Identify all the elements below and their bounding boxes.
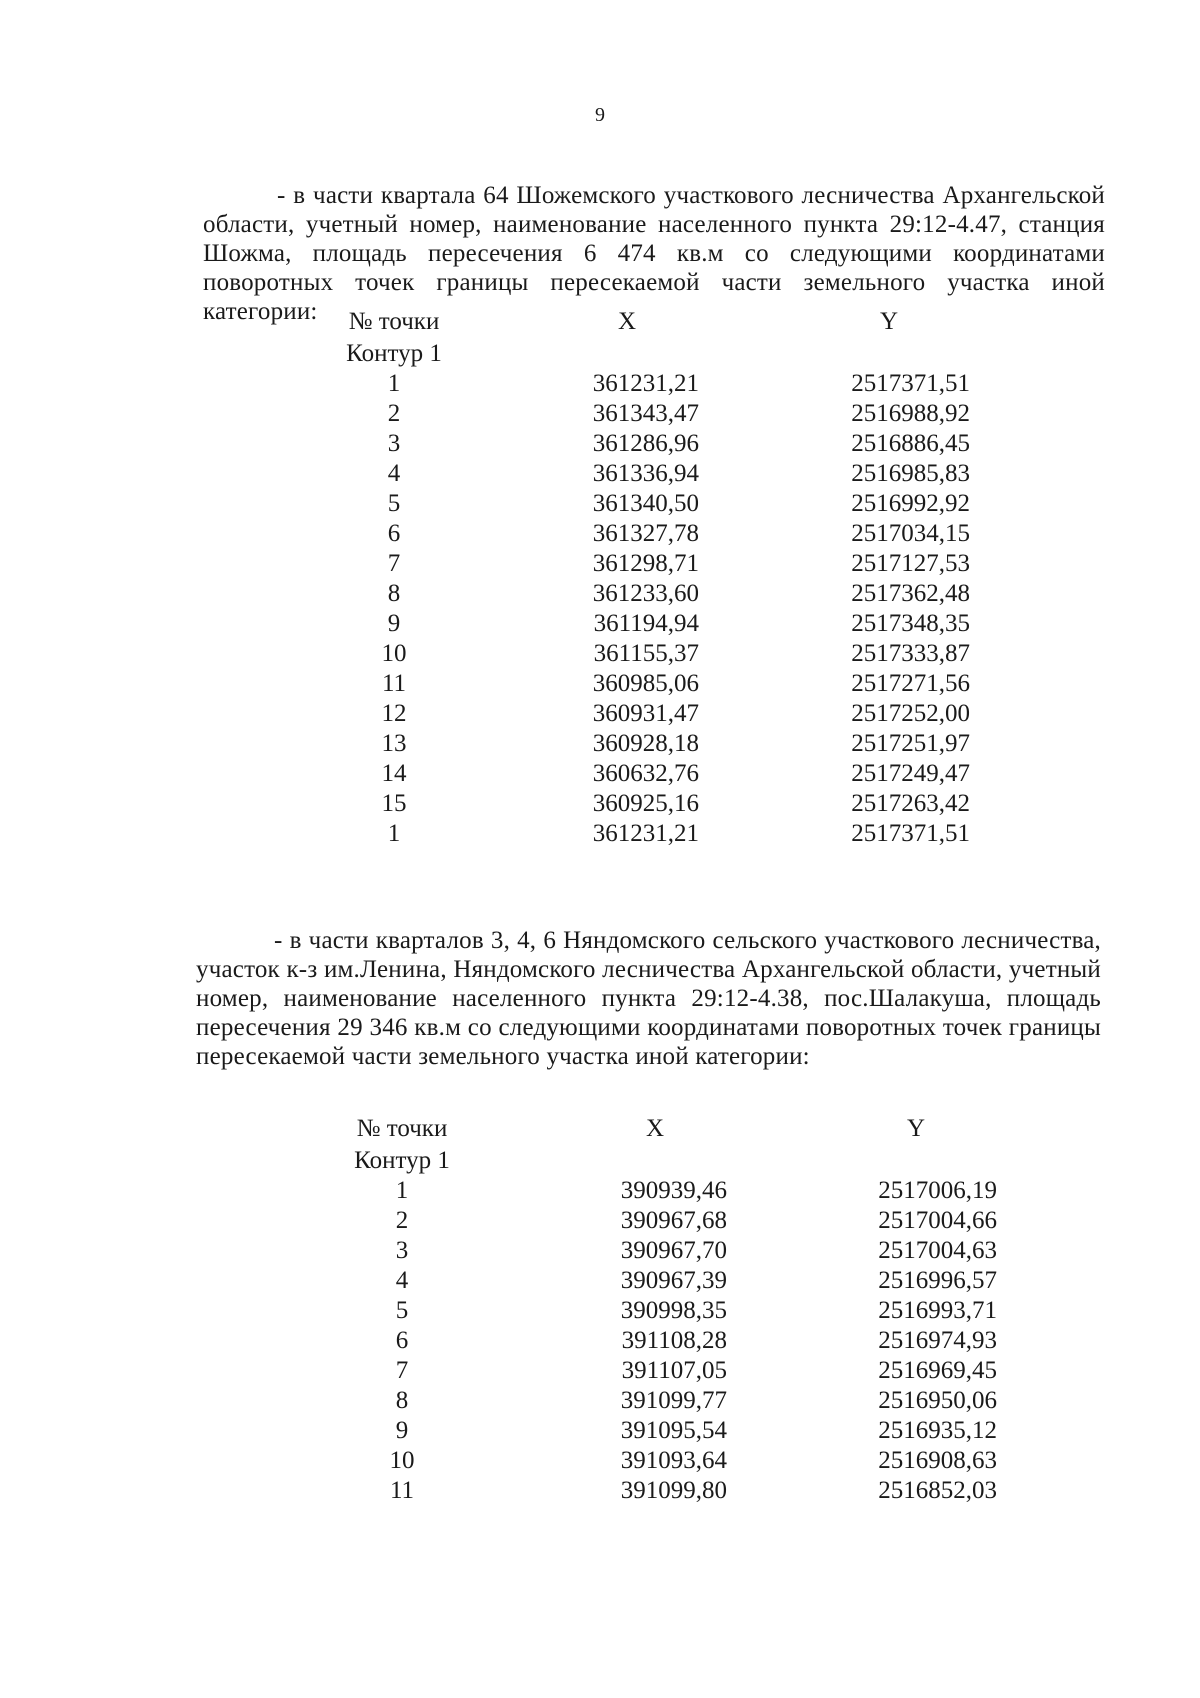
point-number-cell: 15 (381, 790, 407, 817)
table-row (0, 790, 1200, 820)
point-number-cell: 8 (395, 1387, 409, 1414)
point-number-cell: 7 (387, 550, 401, 577)
x-coordinate-cell: 391095,54 (620, 1417, 727, 1444)
header-point-number: № точки (348, 308, 440, 335)
point-number-cell: 12 (381, 700, 407, 727)
x-coordinate-cell: 360928,18 (592, 730, 699, 757)
y-coordinate-cell: 2516852,03 (878, 1477, 997, 1504)
point-number-cell: 11 (389, 1477, 415, 1504)
x-coordinate-cell: 361298,71 (592, 550, 699, 577)
coordinates-table-2 (0, 1115, 1200, 1507)
point-number-cell: 14 (381, 760, 407, 787)
y-coordinate-cell: 2517004,66 (878, 1207, 997, 1234)
point-number-cell: 2 (387, 400, 401, 427)
y-coordinate-cell: 2516988,92 (851, 400, 970, 427)
table-row (0, 1267, 1200, 1297)
x-coordinate-cell: 360925,16 (592, 790, 699, 817)
point-number-cell: 8 (387, 580, 401, 607)
table-row (0, 1237, 1200, 1267)
x-coordinate-cell: 361233,60 (592, 580, 699, 607)
table-row (0, 1417, 1200, 1447)
contour-row (0, 340, 1200, 370)
point-number-cell: 3 (395, 1237, 409, 1264)
x-coordinate-cell: 361155,37 (593, 640, 699, 667)
x-coordinate-cell: 361231,21 (592, 820, 699, 847)
table-row (0, 460, 1200, 490)
x-coordinate-cell: 361343,47 (592, 400, 699, 427)
x-coordinate-cell: 391099,80 (620, 1477, 727, 1504)
point-number-cell: 10 (381, 640, 407, 667)
y-coordinate-cell: 2517371,51 (851, 820, 970, 847)
y-coordinate-cell: 2517004,63 (878, 1237, 997, 1264)
x-coordinate-cell: 391093,64 (620, 1447, 727, 1474)
point-number-cell: 6 (395, 1327, 409, 1354)
table-row (0, 1297, 1200, 1327)
point-number-cell: 6 (387, 520, 401, 547)
table-row (0, 1207, 1200, 1237)
x-coordinate-cell: 390967,39 (620, 1267, 727, 1294)
y-coordinate-cell: 2517006,19 (878, 1177, 997, 1204)
x-coordinate-cell: 391108,28 (621, 1327, 727, 1354)
x-coordinate-cell: 361336,94 (592, 460, 699, 487)
x-coordinate-cell: 390939,46 (620, 1177, 727, 1204)
point-number-cell: 13 (381, 730, 407, 757)
table-rows (0, 370, 1200, 850)
y-coordinate-cell: 2516969,45 (878, 1357, 997, 1384)
y-coordinate-cell: 2517371,51 (851, 370, 970, 397)
table-row (0, 1387, 1200, 1417)
y-coordinate-cell: 2516996,57 (878, 1267, 997, 1294)
header-x: X (645, 1115, 665, 1142)
table-row (0, 610, 1200, 640)
table-row (0, 700, 1200, 730)
table-header-row (0, 308, 1200, 340)
y-coordinate-cell: 2516935,12 (878, 1417, 997, 1444)
y-coordinate-cell: 2516974,93 (878, 1327, 997, 1354)
point-number-cell: 1 (387, 820, 401, 847)
table-row (0, 1477, 1200, 1507)
y-coordinate-cell: 2517263,42 (851, 790, 970, 817)
page-number: 9 (595, 104, 605, 126)
table-row (0, 580, 1200, 610)
y-coordinate-cell: 2516993,71 (878, 1297, 997, 1324)
y-coordinate-cell: 2517249,47 (851, 760, 970, 787)
header-x: X (617, 308, 637, 335)
x-coordinate-cell: 361231,21 (592, 370, 699, 397)
table-row (0, 1357, 1200, 1387)
y-coordinate-cell: 2516950,06 (878, 1387, 997, 1414)
point-number-cell: 9 (387, 610, 401, 637)
point-number-cell: 1 (395, 1177, 409, 1204)
point-number-cell: 5 (395, 1297, 409, 1324)
header-y: Y (879, 308, 899, 335)
contour-row (0, 1147, 1200, 1177)
table-row (0, 820, 1200, 850)
x-coordinate-cell: 390967,68 (620, 1207, 727, 1234)
point-number-cell: 4 (395, 1267, 409, 1294)
x-coordinate-cell: 361286,96 (592, 430, 699, 457)
table-row (0, 400, 1200, 430)
point-number-cell: 9 (395, 1417, 409, 1444)
table-row (0, 490, 1200, 520)
table-header-row (0, 1115, 1200, 1147)
table-row (0, 730, 1200, 760)
y-coordinate-cell: 2517348,35 (851, 610, 970, 637)
header-point-number: № точки (356, 1115, 448, 1142)
y-coordinate-cell: 2517034,15 (851, 520, 970, 547)
header-y: Y (906, 1115, 926, 1142)
point-number-cell: 4 (387, 460, 401, 487)
table-row (0, 1327, 1200, 1357)
y-coordinate-cell: 2516886,45 (851, 430, 970, 457)
point-number-cell: 7 (395, 1357, 409, 1384)
x-coordinate-cell: 360632,76 (592, 760, 699, 787)
point-number-cell: 11 (381, 670, 407, 697)
x-coordinate-cell: 390967,70 (620, 1237, 727, 1264)
table-row (0, 670, 1200, 700)
x-coordinate-cell: 361194,94 (593, 610, 699, 637)
y-coordinate-cell: 2516985,83 (851, 460, 970, 487)
y-coordinate-cell: 2516992,92 (851, 490, 970, 517)
x-coordinate-cell: 391107,05 (621, 1357, 727, 1384)
y-coordinate-cell: 2517333,87 (851, 640, 970, 667)
section-2-paragraph: - в части кварталов 3, 4, 6 Няндомского сельского участкового лесничества, участок к-з им.Ленина, Няндомского лесничества Архангельской области, учетный номер, наименование населенного пункта 29:12-4.38, пос.Шалакуша, площадь пересечения 29 346 кв.м со следующими координатами поворотных точек границы пересекаемой части земельного участка иной категории: (196, 927, 1101, 1070)
y-coordinate-cell: 2517362,48 (851, 580, 970, 607)
table-row (0, 550, 1200, 580)
x-coordinate-cell: 360985,06 (592, 670, 699, 697)
coordinates-table-1 (0, 308, 1200, 850)
table-row (0, 430, 1200, 460)
y-coordinate-cell: 2517271,56 (851, 670, 970, 697)
y-coordinate-cell: 2517127,53 (851, 550, 970, 577)
table-row (0, 1447, 1200, 1477)
point-number-cell: 5 (387, 490, 401, 517)
x-coordinate-cell: 391099,77 (620, 1387, 727, 1414)
section-1-paragraph: - в части квартала 64 Шожемского участкового лесничества Архангельской области, учетный номер, наименование населенного пункта 29:12-4.47, станция Шожма, площадь пересечения 6 474 кв.м со следующими координатами поворотных точек границы пересекаемой части земельного участка иной категории: (203, 182, 1105, 325)
contour-label: Контур 1 (354, 1147, 450, 1174)
point-number-cell: 10 (389, 1447, 415, 1474)
table-rows (0, 1177, 1200, 1507)
table-row (0, 1177, 1200, 1207)
y-coordinate-cell: 2516908,63 (878, 1447, 997, 1474)
point-number-cell: 2 (395, 1207, 409, 1234)
table-row (0, 370, 1200, 400)
x-coordinate-cell: 360931,47 (592, 700, 699, 727)
table-row (0, 640, 1200, 670)
point-number-cell: 1 (387, 370, 401, 397)
table-row (0, 760, 1200, 790)
x-coordinate-cell: 361340,50 (592, 490, 699, 517)
point-number-cell: 3 (387, 430, 401, 457)
y-coordinate-cell: 2517251,97 (851, 730, 970, 757)
y-coordinate-cell: 2517252,00 (851, 700, 970, 727)
x-coordinate-cell: 390998,35 (620, 1297, 727, 1324)
x-coordinate-cell: 361327,78 (592, 520, 699, 547)
table-row (0, 520, 1200, 550)
contour-label: Контур 1 (346, 340, 442, 367)
